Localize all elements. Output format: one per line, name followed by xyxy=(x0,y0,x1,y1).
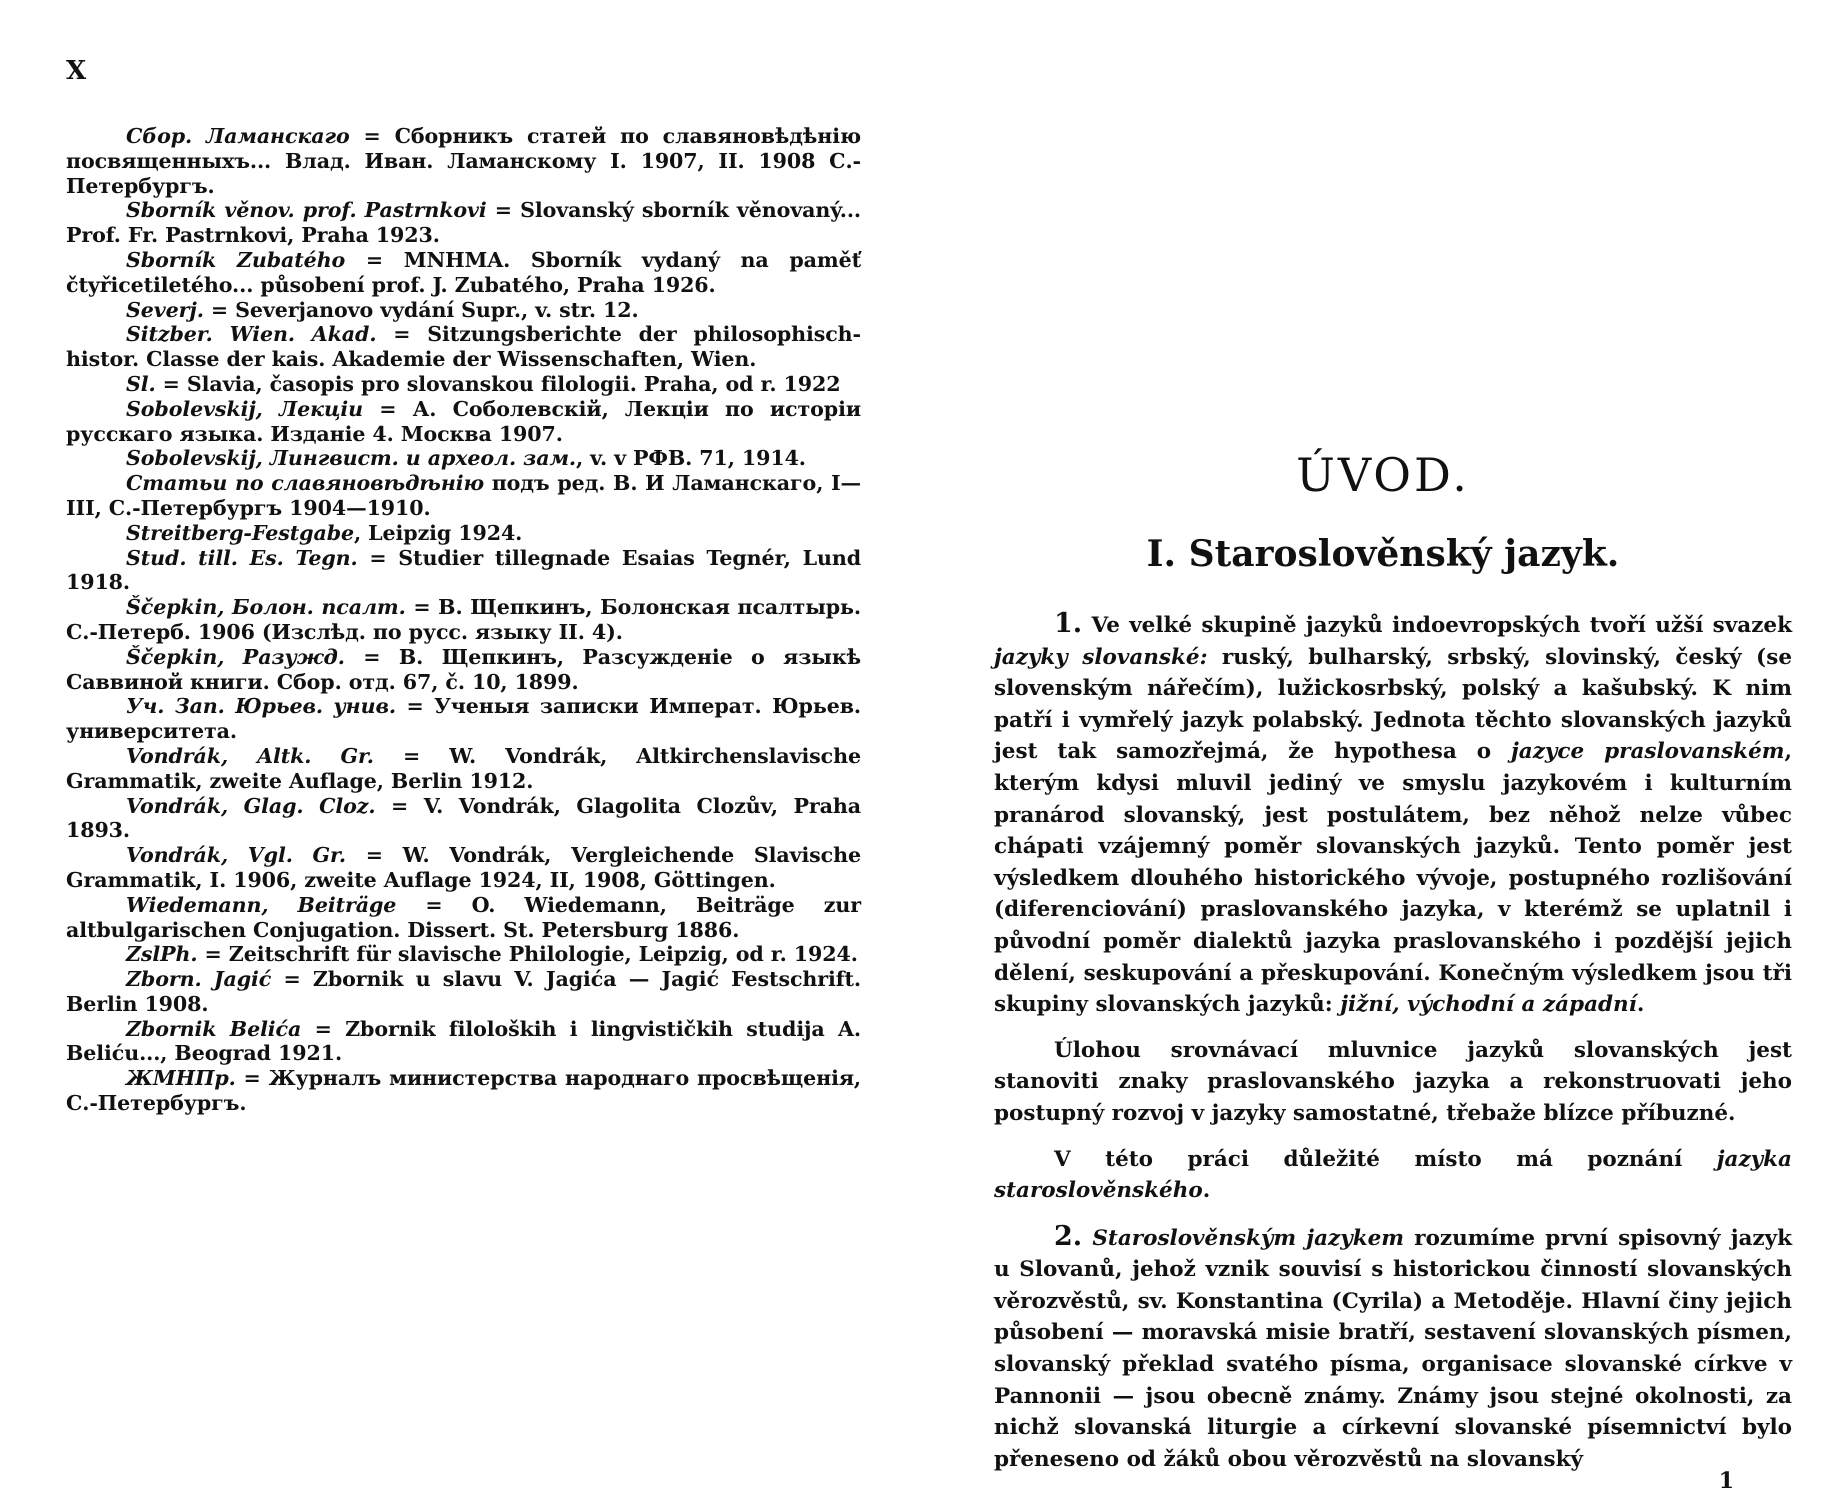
section-number: 1. xyxy=(1054,608,1083,639)
abbreviation-entry xyxy=(66,694,861,744)
abbreviation-term: Сбор. Ламанскаго xyxy=(126,124,350,148)
abbreviation-definition: = Studier tillegnade Esaias Tegnér, Lund 1918. xyxy=(66,545,861,595)
abbreviation-term: Ščepkin, Разужд. xyxy=(126,644,345,669)
abbreviation-entry xyxy=(66,942,861,967)
abbreviation-definition: = Ученыя записки Императ. Юрьев. университета. xyxy=(66,694,861,744)
emphasis-text: jazyce praslovanském xyxy=(1511,739,1785,765)
right-page xyxy=(922,0,1844,1500)
paragraph-text: , kterým kdysi mluvil jediný ve smyslu jazykovém i kulturním pranárod slovanský, jest postulátem, bez něhož nelze vůbec chápati vzájemný poměr slovanských jazyků. Tento poměr jest výsledkem dlouhého historického vývoje, postupného rozlišování (diferenciování) praslovanského jazyka, v kterémž se uplatnil i původní poměr dialektů jazyka praslovanského i pozdější jejich dělení, seskupování a přeskupování. Konečným výsledkem jsou tři skupiny slovanských jazyků: xyxy=(994,739,1792,1018)
abbreviation-term: Sborník Zubatého xyxy=(126,247,346,272)
abbreviation-definition: = Sitzungsberichte der philosophisch-histor. Classe der kais. Akademie der Wissenschaften, Wien. xyxy=(66,322,861,372)
abbreviation-entry xyxy=(66,794,861,844)
abbreviation-definition: = W. Vondrák, Vergleichende Slavische Grammatik, I. 1906, zweite Auflage 1924, II, 1908, Göttingen. xyxy=(66,843,861,892)
abbreviation-definition: = В. Щепкинъ, Разсужденіе о языкѣ Саввиной книги. Сбор. отд. 67, č. 10, 1899. xyxy=(66,644,861,694)
emphasis-text: Staroslověnským jazykem xyxy=(1092,1225,1405,1251)
abbreviation-entry xyxy=(66,1017,861,1067)
abbreviation-definition: = А. Соболевскій, Лекціи по исторіи русскаго языка. Изданіе 4. Москва 1907. xyxy=(66,396,861,446)
abbreviation-entry xyxy=(66,1066,861,1116)
abbreviation-term: Vondrák, Vgl. Gr. xyxy=(126,843,346,868)
abbreviation-entry xyxy=(66,843,861,893)
abbreviation-entry xyxy=(66,967,861,1017)
abbreviation-definition: = Zbornik filoloških i lingvističkih studija A. Beliću..., Beograd 1921. xyxy=(66,1016,861,1066)
abbreviation-term: Sborník věnov. prof. Pastrnkovi xyxy=(126,198,487,223)
abbreviation-term: Vondrák, Glag. Cloz. xyxy=(126,793,376,818)
abbreviation-definition: = Zbornik u slavu V. Jagića — Jagić Festschrift. Berlin 1908. xyxy=(66,967,861,1016)
abbreviation-term: ЖМНПр. xyxy=(126,1066,236,1091)
abbreviation-entry xyxy=(66,471,861,521)
paragraph xyxy=(994,608,1792,1021)
abbreviation-definition: = W. Vondrák, Altkirchenslavische Grammatik, zweite Auflage, Berlin 1912. xyxy=(66,743,861,793)
abbreviation-term: Severj. xyxy=(126,297,204,322)
body-text xyxy=(994,608,1792,1489)
abbreviation-definition: , Leipzig 1924. xyxy=(354,520,523,545)
paragraph-text: ruský, bulharský, srbský, slovinský, český (se slovenským nářečím), lužickosrbský, polský a kašubský. K nim patří i vymřelý jazyk polabský. Jednota těchto slovanských jazyků jest tak samozřejmá, že hypothesa o xyxy=(994,644,1792,765)
abbreviation-entry xyxy=(66,248,861,298)
page-label: X xyxy=(66,56,87,86)
abbreviation-list xyxy=(66,124,861,1116)
abbreviation-term: Streitberg-Festgabe xyxy=(126,520,355,545)
abbreviation-definition: = O. Wiedemann, Beiträge zur altbulgarischen Conjugation. Dissert. St. Petersburg 1886. xyxy=(66,892,861,942)
paragraph-text: . xyxy=(1636,992,1645,1018)
abbreviation-entry xyxy=(66,546,861,596)
abbreviation-term: Stud. till. Es. Tegn. xyxy=(126,545,358,570)
abbreviation-definition: = Журналъ министерства народнаго просвѣщенія, С.-Петербургъ. xyxy=(66,1066,861,1116)
abbreviation-definition: = MNHMA. Sborník vydaný na paměť čtyřicetiletého... působení prof. J. Zubatého, Praha 1926. xyxy=(66,247,861,297)
abbreviation-term: Sobolevskij, Лингвист. и археол. зам. xyxy=(126,446,577,471)
abbreviation-term: Sl. xyxy=(126,371,156,396)
abbreviation-term: Wiedemann, Beiträge xyxy=(126,892,397,917)
abbreviation-definition: = Zeitschrift für slavische Philologie, Leipzig, od r. 1924. xyxy=(197,942,858,967)
abbreviation-definition: подъ ред. В. И Ламанскаго, I—III, С.-Петербургъ 1904—1910. xyxy=(66,471,861,520)
abbreviation-term: Статьи по славяновѣдѣнію xyxy=(126,471,484,496)
abbreviation-entry xyxy=(66,124,861,198)
abbreviation-term: ZslPh. xyxy=(126,942,198,967)
abbreviation-definition: = V. Vondrák, Glagolita Clozův, Praha 1893. xyxy=(66,793,861,843)
abbreviation-definition: = В. Щепкинъ, Болонская псалтырь. С.-Петерб. 1906 (Изслѣд. по русс. языку II. 4). xyxy=(66,595,861,644)
abbreviation-term: Sitzber. Wien. Akad. xyxy=(126,322,377,347)
paragraph xyxy=(994,1035,1792,1130)
abbreviation-definition: = Severjanovo vydání Supr., v. str. 12. xyxy=(203,297,639,322)
paragraph xyxy=(994,1144,1792,1207)
emphasis-text: jazyka staroslověnského xyxy=(994,1146,1792,1204)
section-number: 2. xyxy=(1054,1220,1083,1252)
paragraph-text: Ve velké skupině jazyků indoevropských tvoří užší svazek xyxy=(1082,613,1792,638)
abbreviation-definition: = Slavia, časopis pro slovanskou filologii. Praha, od r. 1922 xyxy=(155,371,841,396)
abbreviation-term: Zbornik Belića xyxy=(126,1016,302,1041)
abbreviation-term: Уч. Зап. Юрьев. унив. xyxy=(126,694,396,719)
abbreviation-entry xyxy=(66,372,861,397)
abbreviation-definition: = Сборникъ статей по славяновѣдѣнію посвященныхъ... Влад. Иван. Ламанскому I. 1907, II. 1908 С.-Петербургъ. xyxy=(66,124,861,198)
paragraph-text xyxy=(1082,1226,1092,1251)
abbreviation-entry xyxy=(66,298,861,323)
abbreviation-definition: = Slovanský sborník věnovaný... Prof. Fr. Pastrnkovi, Praha 1923. xyxy=(66,198,862,248)
chapter-title: I. Staroslověnský jazyk. xyxy=(1146,533,1620,575)
emphasis-text: jazyky slovanské: xyxy=(994,644,1208,670)
paragraph-text: V této práci důležité místo má poznání xyxy=(1054,1146,1717,1172)
abbreviation-entry xyxy=(66,397,861,447)
abbreviation-entry xyxy=(66,595,861,645)
emphasis-text: jižní, východní a západní xyxy=(1340,992,1637,1018)
abbreviation-term: Sobolevskij, Лекціи xyxy=(126,396,363,421)
abbreviation-term: Vondrák, Altk. Gr. xyxy=(126,743,374,768)
paragraph-text: rozumíme první spisovný jazyk u Slovanů, jehož vznik souvisí s historickou činností slovanských věrozvěstů, sv. Konstantina (Cyrila) a Metoděje. Hlavní činy jejich působení — moravská misie bratří, sestavení slovanských písmen, slovanský překlad svatého písma, organisace slovanské církve v Pannonii — jsou obecně známy. Známy jsou stejné okolnosti, za nichž slovanská liturgie a církevní slovanské písemnictví bylo přeneseno od žáků obou věrozvěstů na slovanský xyxy=(994,1225,1793,1472)
abbreviation-entry xyxy=(66,521,861,546)
abbreviation-entry xyxy=(66,322,861,372)
abbreviation-entry xyxy=(66,744,861,794)
paragraph-text: . xyxy=(1202,1178,1211,1204)
abbreviation-term: Ščepkin, Болон. псалт. xyxy=(126,595,406,620)
abbreviation-term: Zborn. Jagić xyxy=(126,967,272,992)
abbreviation-entry xyxy=(66,645,861,695)
abbreviation-definition: , v. v РФВ. 71, 1914. xyxy=(576,446,806,471)
abbreviation-entry xyxy=(66,446,861,471)
abbreviation-entry xyxy=(66,198,861,248)
abbreviation-entry xyxy=(66,893,861,943)
paragraph-text: Úlohou srovnávací mluvnice jazyků slovanských jest stanoviti znaky praslovanského jazyka a rekonstruovati jeho postupný rozvoj v jazyky samostatné, třebaže blízce příbuzné. xyxy=(994,1037,1792,1126)
paragraph xyxy=(994,1221,1792,1476)
page-number: 1 xyxy=(1718,1468,1734,1494)
intro-title: ÚVOD. xyxy=(1296,448,1470,502)
